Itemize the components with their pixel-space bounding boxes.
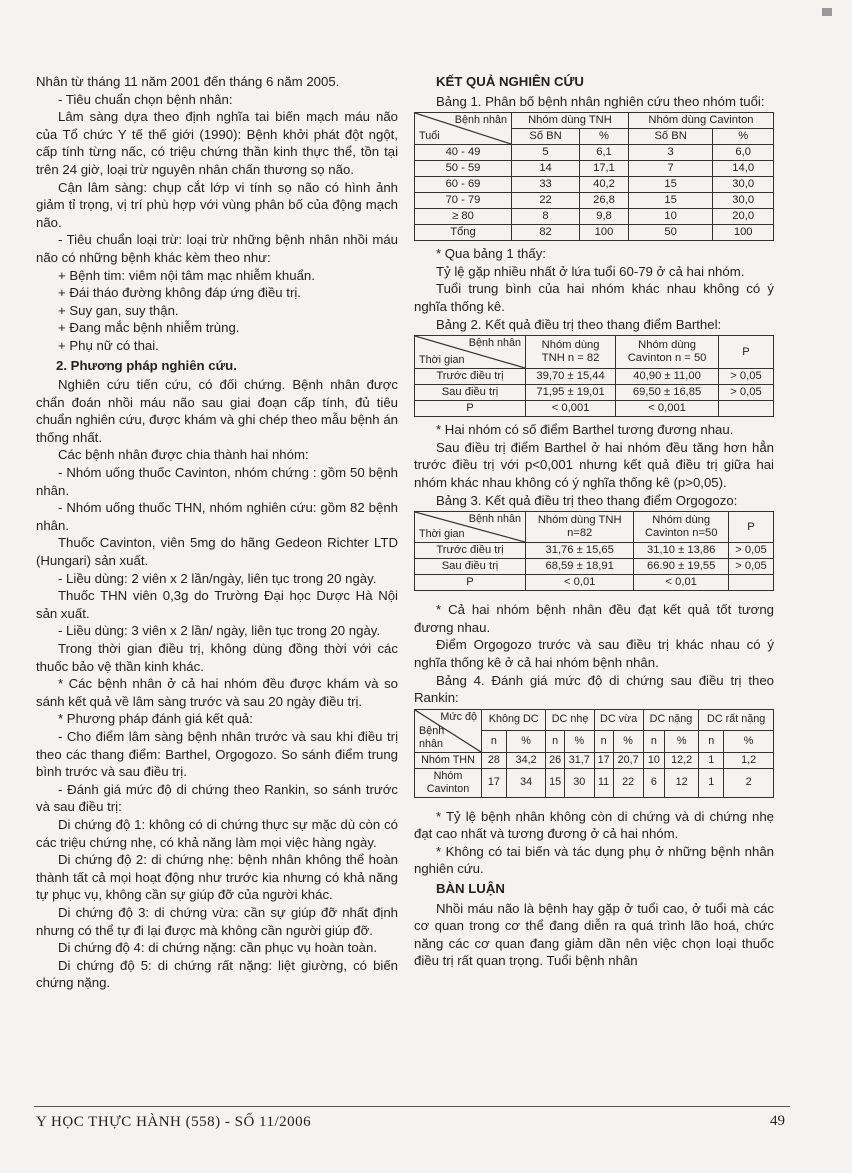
table-cell: > 0,05 — [719, 369, 774, 385]
table2-caption: Bảng 2. Kết quả điều trị theo thang điểm Barthel: — [436, 316, 722, 332]
table-cell: 8 — [512, 209, 580, 225]
table-row — [415, 401, 774, 417]
table4-rankin — [414, 709, 774, 798]
table-row — [415, 209, 774, 225]
method-paragraph: * Các bệnh nhân ở cả hai nhóm đều được khám và so sánh kết quả về lâm sàng trước và sau 20 ngày điều trị. — [36, 676, 398, 709]
table4-subheader: n — [699, 731, 724, 753]
table-cell: 12 — [665, 768, 699, 797]
table-cell: 17 — [594, 752, 613, 768]
paraclinical-criteria: Cận lâm sàng: chụp cắt lớp vi tính sọ não có hình ảnh giảm tỉ trọng, vị trí phù hợp với vùng phân bố của động mạch não. — [36, 179, 398, 230]
table-row — [415, 385, 774, 401]
method-paragraph: - Liều dùng: 2 viên x 2 lần/ngày, liên tục trong 20 ngày. — [58, 570, 377, 586]
table-cell: 30,0 — [713, 193, 774, 209]
table-cell: 26 — [546, 752, 565, 768]
table3-note: * Cả hai nhóm bệnh nhân đều đạt kết quả tốt tương đương nhau. — [414, 602, 774, 635]
table-cell: 40,90 ± 11,00 — [616, 369, 719, 385]
exclusion-item: + Đái tháo đường không đáp ứng điều trị. — [58, 285, 301, 301]
table2-note: * Hai nhóm có số điểm Barthel tương đương nhau. — [436, 422, 734, 438]
table-cell: 1 — [699, 752, 724, 768]
table1-caption: Bảng 1. Phân bố bệnh nhân nghiên cứu theo nhóm tuổi: — [436, 93, 765, 109]
table1-age-distribution — [414, 112, 774, 241]
table1-corner-cell — [415, 113, 512, 145]
table4-caption: Bảng 4. Đánh giá mức độ di chứng sau điều trị theo Rankin: — [414, 672, 774, 706]
table-cell: 7 — [628, 161, 712, 177]
selection-criteria-heading: - Tiêu chuẩn chọn bệnh nhân: — [58, 91, 233, 107]
corner-top-label: Mức độ — [440, 710, 477, 723]
table-cell: 10 — [643, 752, 664, 768]
table4-subheader: % — [506, 731, 546, 753]
table-row — [415, 575, 774, 591]
table-cell — [729, 575, 774, 591]
table1-subheader: Số BN — [512, 129, 580, 145]
header-line: n=82 — [567, 527, 593, 540]
method-paragraph: - Nhóm uống thuốc THN, nhóm nghiên cứu: gồm 82 bệnh nhân. — [36, 500, 398, 533]
table1-subheader: % — [580, 129, 629, 145]
method-paragraph: Nghiên cứu tiến cứu, có đối chứng. Bệnh nhân được chẩn đoán nhồi máu não sau giai đoạn cấp tính, đủ tiêu chuẩn nghiên cứu, được khám và ghi chép theo mẫu bệnh án thống nhất. — [36, 377, 398, 445]
table1-note: Tuổi trung bình của hai nhóm khác nhau không có ý nghĩa thống kê. — [414, 281, 774, 314]
header-line: Cavinton n = 50 — [627, 352, 707, 365]
table-cell: 15 — [628, 177, 712, 193]
table-cell: 20,7 — [613, 752, 643, 768]
method-paragraph: Thuốc Cavinton, viên 5mg do hãng Gedeon Richter LTD (Hungari) sản xuất. — [36, 535, 398, 569]
table-cell: 3 — [628, 145, 712, 161]
header-line: Cavinton n=50 — [644, 527, 718, 540]
table3-caption: Bảng 3. Kết quả điều trị theo thang điểm Orgogozo: — [436, 492, 738, 508]
table-cell: 20,0 — [713, 209, 774, 225]
table-row — [415, 559, 774, 575]
table-cell: Trước điều trị — [415, 369, 526, 385]
discussion-paragraph: Nhồi máu não là bệnh hay gặp ở tuổi cao, ở tuổi mà các cơ quan trong cơ thể đang diễn ra quá trình lão hoá, chức năng các cơ quan đang giảm dần nên việc chọn loại thuốc điều trị rất quan trọng. Tuổi bệnh nhân — [414, 900, 774, 969]
table-cell: 15 — [546, 768, 565, 797]
table-cell: ≥ 80 — [415, 209, 512, 225]
right-column — [414, 73, 774, 970]
table-cell: 69,50 ± 16,85 — [616, 385, 719, 401]
table4-group-header: DC nặng — [643, 709, 699, 731]
table-cell: 33 — [512, 177, 580, 193]
table4-note: * Tỷ lệ bệnh nhân không còn di chứng và di chứng nhẹ đạt cao nhất và tương đương ở cả hai nhóm. — [414, 808, 774, 842]
table-row — [415, 177, 774, 193]
table3-header — [634, 512, 729, 543]
table3-header: P — [729, 512, 774, 543]
table-cell: < 0,001 — [616, 401, 719, 417]
table4-subheader: % — [665, 731, 699, 753]
table2-header — [526, 336, 616, 369]
table-cell: 22 — [613, 768, 643, 797]
table-cell: 39,70 ± 15,44 — [526, 369, 616, 385]
table-cell: 100 — [580, 225, 629, 241]
footer-rule — [34, 1106, 790, 1107]
table-cell: 60 - 69 — [415, 177, 512, 193]
method-paragraph: * Phương pháp đánh giá kết quả: — [58, 711, 253, 727]
table-cell: 34,2 — [506, 752, 546, 768]
table1-subheader: % — [713, 129, 774, 145]
table-cell: > 0,05 — [729, 559, 774, 575]
table-row — [415, 193, 774, 209]
table-cell: 100 — [713, 225, 774, 241]
table-cell: < 0,01 — [634, 575, 729, 591]
table-cell: 26,8 — [580, 193, 629, 209]
header-line: Nhóm dùng TNH — [537, 514, 622, 527]
table4-group-header: DC vừa — [594, 709, 643, 731]
method-paragraph: - Nhóm uống thuốc Cavinton, nhóm chứng : gồm 50 bệnh nhân. — [36, 465, 398, 498]
table3-corner-cell — [415, 512, 526, 543]
table-cell: Tổng — [415, 225, 512, 241]
method-paragraph: Các bệnh nhân được chia thành hai nhóm: — [58, 447, 309, 463]
table-cell — [719, 401, 774, 417]
table3-orgogozo — [414, 511, 774, 591]
table4-corner-cell — [415, 709, 482, 752]
table4-group-header: DC rất nặng — [699, 709, 774, 731]
table-cell: > 0,05 — [719, 385, 774, 401]
table-cell: 11 — [594, 768, 613, 797]
table1-group-header: Nhóm dùng TNH — [512, 113, 629, 129]
intro-line: Nhân từ tháng 11 năm 2001 đến tháng 6 năm 2005. — [36, 74, 340, 89]
left-column — [36, 73, 398, 992]
table1-subheader: Số BN — [628, 129, 712, 145]
method-paragraph: Trong thời gian điều trị, không dùng đồng thời với các thuốc bảo vệ thần kinh khác. — [36, 641, 398, 674]
table-cell: Nhóm THN — [415, 752, 482, 768]
table3-note: Điểm Orgogozo trước và sau điều trị khác nhau có ý nghĩa thống kê ở cả hai nhóm bệnh nhân. — [414, 637, 774, 670]
table-cell: 31,76 ± 15,65 — [526, 543, 634, 559]
table-cell: 30,0 — [713, 177, 774, 193]
table-row — [415, 145, 774, 161]
table2-corner-cell — [415, 336, 526, 369]
scan-speck — [822, 8, 832, 16]
exclusion-item: + Phụ nữ có thai. — [58, 337, 159, 353]
table-cell: 31,7 — [564, 752, 594, 768]
header-line: Nhóm dùng — [652, 514, 711, 527]
table-cell: 22 — [512, 193, 580, 209]
method-heading: 2. Phương pháp nghiên cứu. — [56, 357, 237, 373]
table-cell: 82 — [512, 225, 580, 241]
table4-subheader: % — [564, 731, 594, 753]
corner-top-label: Bệnh nhân — [454, 114, 507, 127]
method-paragraph: Thuốc THN viên 0,3g do Trường Đại học Dược Hà Nội sản xuất. — [36, 588, 398, 621]
header-line: Nhóm dùng — [541, 339, 600, 352]
table-cell: 17,1 — [580, 161, 629, 177]
header-line: Nhóm dùng — [638, 339, 696, 352]
table-cell: 15 — [628, 193, 712, 209]
sequelae-grade: Di chứng độ 4: di chứng nặng: cần phục vụ hoàn toàn. — [58, 940, 377, 956]
method-paragraph: - Liều dùng: 3 viên x 2 lần/ ngày, liên tục trong 20 ngày. — [58, 623, 381, 639]
table-cell: 66.90 ± 19,55 — [634, 559, 729, 575]
corner-top-label: Bệnh nhân — [468, 513, 521, 526]
exclusion-item: + Đang mắc bệnh nhiễm trùng. — [58, 320, 240, 336]
table4-subheader: n — [643, 731, 664, 753]
table-row — [415, 225, 774, 241]
table-cell: 17 — [482, 768, 507, 797]
table-cell: > 0,05 — [729, 543, 774, 559]
table-cell: 50 — [628, 225, 712, 241]
corner-bottom-label: Thời gian — [419, 528, 465, 541]
table3-header — [526, 512, 634, 543]
corner-bottom-label: Tuổi — [419, 130, 440, 143]
table4-group-header: Không DC — [482, 709, 546, 731]
exclusion-item: + Bệnh tim: viêm nội tâm mạc nhiễm khuẩn. — [58, 267, 315, 283]
discussion-heading: BÀN LUẬN — [436, 881, 505, 897]
exclusion-criteria: - Tiêu chuẩn loại trừ: loại trừ những bệnh nhân nhồi máu não có những bệnh khác kèm theo như: — [36, 232, 398, 265]
table4-subheader: n — [594, 731, 613, 753]
table-cell: 40,2 — [580, 177, 629, 193]
table-cell: 31,10 ± 13,86 — [634, 543, 729, 559]
table-cell: 50 - 59 — [415, 161, 512, 177]
table-row — [415, 369, 774, 385]
table-cell: 5 — [512, 145, 580, 161]
table-cell: 30 — [564, 768, 594, 797]
journal-footer: Y HỌC THỰC HÀNH (558) - SỐ 11/2006 — [36, 1114, 312, 1130]
table-cell: 2 — [724, 768, 774, 797]
table-cell: Trước điều trị — [415, 543, 526, 559]
table-cell: 14 — [512, 161, 580, 177]
table4-subheader: % — [613, 731, 643, 753]
sequelae-grade: Di chứng độ 1: không có di chứng thực sự mặc dù còn có các triệu chứng nhẹ, có khả năng làm mọi việc hàng ngày. — [36, 816, 398, 850]
table-cell: 40 - 49 — [415, 145, 512, 161]
corner-bottom-label: Thời gian — [419, 354, 465, 367]
table-cell: 68,59 ± 18,91 — [526, 559, 634, 575]
table-row — [415, 768, 774, 797]
table-cell: 10 — [628, 209, 712, 225]
table-cell: 6 — [643, 768, 664, 797]
table2-barthel — [414, 335, 774, 417]
table4-group-header: DC nhẹ — [546, 709, 594, 731]
table-cell: 70 - 79 — [415, 193, 512, 209]
table1-group-header: Nhóm dùng Cavinton — [628, 113, 773, 129]
table-row — [415, 543, 774, 559]
table4-note: * Không có tai biến và tác dụng phụ ở những bệnh nhân nghiên cứu. — [414, 843, 774, 877]
method-paragraph: - Đánh giá mức độ di chứng theo Rankin, so sánh trước và sau điều trị: — [36, 781, 398, 815]
table1-note: Tỷ lệ gặp nhiều nhất ở lứa tuổi 60-79 ở cả hai nhóm. — [436, 263, 745, 279]
table-cell: < 0,01 — [526, 575, 634, 591]
table-row — [415, 752, 774, 768]
sequelae-grade: Di chứng độ 5: di chứng rất nặng: liệt giường, có biến chứng nặng. — [36, 957, 398, 991]
table2-note: Sau điều trị điểm Barthel ở hai nhóm đều tăng hơn hẳn trước điều trị với p<0,001 nhưng kết quả điều trị giữa hai nhóm khác nhau không có ý nghĩa thống kê (p>0,05). — [414, 439, 774, 490]
table2-header: P — [719, 336, 774, 369]
table-cell: P — [415, 575, 526, 591]
page-number: 49 — [770, 1113, 785, 1129]
results-heading: KẾT QUẢ NGHIÊN CỨU — [436, 74, 584, 89]
table-cell: 6,1 — [580, 145, 629, 161]
table-cell: 14,0 — [713, 161, 774, 177]
table-cell: 28 — [482, 752, 507, 768]
table4-subheader: % — [724, 731, 774, 753]
table-cell: 9,8 — [580, 209, 629, 225]
table-cell: 1,2 — [724, 752, 774, 768]
clinical-criteria: Lâm sàng dựa theo định nghĩa tai biến mạch máu não của Tổ chức Y tế thế giới (1990): Bệnh khởi phát đột ngột, cấp tính từng nấc, có triệu chứng thần kinh thực thể, tồn tại trên 24 giờ, loại trừ nguyên nhân chấn thương sọ não. — [36, 109, 398, 177]
table-cell: Sau điều trị — [415, 385, 526, 401]
corner-mid-label: Bệnh — [419, 724, 445, 737]
table-cell: 6,0 — [713, 145, 774, 161]
table-cell: P — [415, 401, 526, 417]
table-cell: Sau điều trị — [415, 559, 526, 575]
table-cell: 1 — [699, 768, 724, 797]
table4-subheader: n — [546, 731, 565, 753]
sequelae-grade: Di chứng độ 3: di chứng vừa: cần sự giúp đỡ nhất định nhưng có thể tự đi lại được mà không cần người giúp đỡ. — [36, 904, 398, 938]
table-cell: 71,95 ± 19,01 — [526, 385, 616, 401]
table2-header — [616, 336, 719, 369]
corner-top-label: Bệnh nhân — [468, 337, 521, 350]
method-paragraph: - Cho điểm lâm sàng bệnh nhân trước và sau khi điều trị theo các thang điểm: Barthel, Orgogozo. So sánh điểm trung bình trước và sau điều trị. — [36, 728, 398, 780]
header-line: TNH n = 82 — [541, 352, 600, 365]
table-cell: 34 — [506, 768, 546, 797]
table-cell: 12,2 — [665, 752, 699, 768]
exclusion-item: + Suy gan, suy thận. — [58, 302, 179, 318]
table4-subheader: n — [482, 731, 507, 753]
table1-note: * Qua bảng 1 thấy: — [436, 246, 546, 262]
corner-bottom-label: nhân — [419, 737, 444, 750]
table-row — [415, 161, 774, 177]
table-cell: Nhóm Cavinton — [415, 768, 482, 797]
table-cell: < 0,001 — [526, 401, 616, 417]
sequelae-grade: Di chứng độ 2: di chứng nhẹ: bệnh nhân không thể hoàn thành tất cả mọi hoạt động như trước kia nhưng có khả năng tự phục vụ, không cần sự giúp đỡ của người khác. — [36, 852, 398, 903]
